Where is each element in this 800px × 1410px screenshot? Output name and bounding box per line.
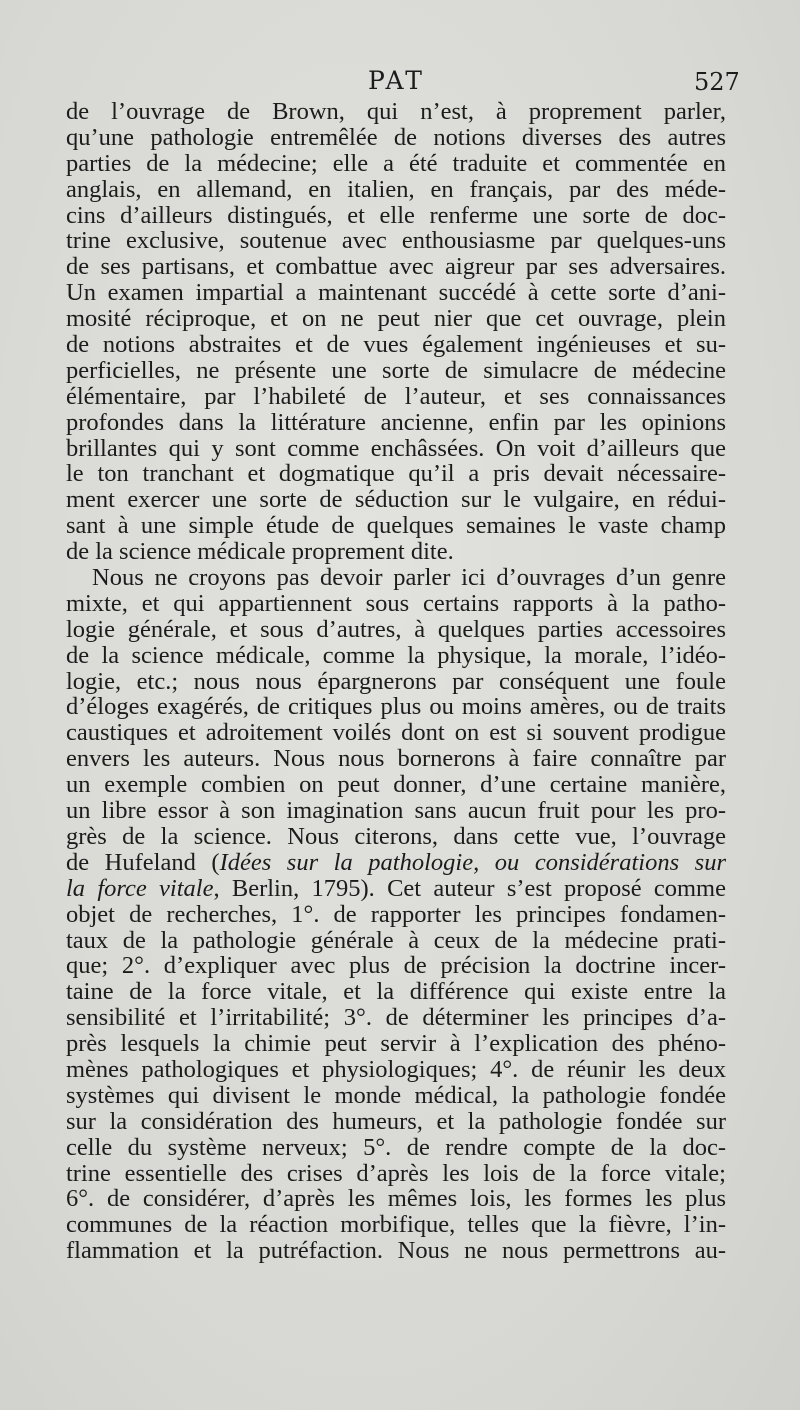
text-line	[66, 1212, 726, 1238]
text-line-roman: taux de la pathologie générale à ceux de la médecine prati-	[66, 926, 726, 954]
text-line-roman-tail: , Berlin, 1795). Cet auteur s’est proposé comme	[213, 874, 726, 902]
text-line-roman: envers les auteurs. Nous nous bornerons à faire connaître par	[66, 745, 726, 773]
text-line-roman: de la science médicale, comme la physique, la morale, l’idéo-	[66, 641, 726, 669]
text-line-italic: Idées sur la pathologie, ou considérations sur	[219, 848, 726, 876]
page-number: 527	[694, 68, 740, 96]
text-line-roman: ment exercer une sorte de séduction sur le vulgaire, en rédui-	[66, 486, 726, 514]
text-line-roman: flammation et la putréfaction. Nous ne nous permettrons au-	[66, 1237, 726, 1265]
text-line	[66, 1238, 726, 1264]
text-line-roman: caustiques et adroitement voilés dont on est si souvent prodigue	[66, 719, 726, 747]
text-line	[66, 1135, 726, 1161]
text-line	[66, 203, 726, 229]
text-line-roman: que; 2°. d’expliquer avec plus de précision la doctrine incer-	[66, 952, 726, 980]
text-line	[66, 798, 726, 824]
text-line	[66, 902, 726, 928]
body-text	[66, 99, 726, 1264]
text-line	[66, 358, 726, 384]
text-line-roman: de ses partisans, et combattue avec aigreur par ses adversaires.	[66, 253, 726, 281]
text-line-roman: qu’une pathologie entremêlée de notions diverses des autres	[66, 123, 726, 151]
text-line-roman: mènes pathologiques et physiologiques; 4°. de réunir les deux	[66, 1055, 726, 1083]
text-line-roman: parties de la médecine; elle a été traduite et commentée en	[66, 149, 726, 177]
text-line	[66, 694, 726, 720]
text-line-roman: d’éloges exagérés, de critiques plus ou moins amères, ou de traits	[66, 693, 726, 721]
text-line-roman: communes de la réaction morbifique, telles que la fièvre, l’in-	[66, 1211, 726, 1239]
text-line-roman: brillantes qui y sont comme enchâssées. On voit d’ailleurs que	[66, 434, 726, 462]
text-line	[66, 487, 726, 513]
text-line-roman: profondes dans la littérature ancienne, enfin par les opinions	[66, 408, 726, 436]
text-line	[66, 1005, 726, 1031]
text-line-roman: sur la considération des humeurs, et la pathologie fondée sur	[66, 1107, 726, 1135]
text-line	[66, 1109, 726, 1135]
text-line-roman: grès de la science. Nous citerons, dans cette vue, l’ouvrage	[66, 822, 726, 850]
text-line	[66, 772, 726, 798]
text-line	[66, 1083, 726, 1109]
text-line	[66, 720, 726, 746]
text-line-roman: mixte, et qui appartiennent sous certains rapports à la patho-	[66, 589, 726, 617]
text-line	[66, 1161, 726, 1187]
text-line-roman: le ton tranchant et dogmatique qu’il a pris devait nécessaire-	[66, 460, 726, 488]
text-line	[66, 928, 726, 954]
text-line	[66, 332, 726, 358]
text-line-roman: trine exclusive, soutenue avec enthousiasme par quelques-uns	[66, 227, 726, 255]
text-line	[66, 565, 726, 591]
text-line	[66, 513, 726, 539]
text-line	[66, 1057, 726, 1083]
text-line	[66, 306, 726, 332]
running-title: PAT	[368, 66, 425, 95]
text-line-roman: celle du système nerveux; 5°. de rendre compte de la doc-	[66, 1133, 726, 1161]
text-line-roman: objet de recherches, 1°. de rapporter les principes fondamen-	[66, 900, 726, 928]
text-line-roman: élémentaire, par l’habileté de l’auteur, et ses connaissances	[66, 382, 726, 410]
text-line-roman: perficielles, ne présente une sorte de simulacre de médecine	[66, 356, 726, 384]
text-line	[66, 953, 726, 979]
text-line	[66, 824, 726, 850]
text-line-roman: près lesquels la chimie peut servir à l’explication des phéno-	[66, 1030, 726, 1058]
text-line-roman: Un examen impartial a maintenant succédé à cette sorte d’ani-	[66, 279, 726, 307]
text-line-roman: sensibilité et l’irritabilité; 3°. de déterminer les principes d’a-	[66, 1004, 726, 1032]
text-line	[66, 177, 726, 203]
text-line-roman: de la science médicale proprement dite.	[66, 538, 454, 566]
text-line-roman: 6°. de considérer, d’après les mêmes lois, les formes les plus	[66, 1185, 726, 1213]
text-line	[66, 125, 726, 151]
text-line	[66, 228, 726, 254]
text-line	[66, 254, 726, 280]
text-line-roman: sant à une simple étude de quelques semaines le vaste champ	[66, 512, 726, 540]
text-line	[66, 436, 726, 462]
text-line	[66, 979, 726, 1005]
text-line-roman: un exemple combien on peut donner, d’une certaine manière,	[66, 771, 726, 799]
text-line	[66, 384, 726, 410]
text-line-roman: trine essentielle des crises d’après les lois de la force vitale;	[66, 1159, 726, 1187]
text-line-roman: logie, etc.; nous nous épargnerons par conséquent une foule	[66, 667, 726, 695]
text-line	[66, 617, 726, 643]
text-line	[66, 746, 726, 772]
text-line-roman: cins d’ailleurs distingués, et elle renferme une sorte de doc-	[66, 201, 726, 229]
text-line	[66, 850, 726, 876]
text-line	[66, 876, 726, 902]
text-line-roman: un libre essor à son imagination sans aucun fruit pour les pro-	[66, 797, 726, 825]
text-line	[66, 461, 726, 487]
text-line	[66, 151, 726, 177]
text-line-roman: mosité réciproque, et on ne peut nier que cet ouvrage, plein	[66, 305, 726, 333]
text-line	[66, 591, 726, 617]
text-line-italic: la force vitale	[66, 874, 214, 902]
text-line-roman: de notions abstraites et de vues également ingénieuses et su-	[66, 331, 726, 359]
text-line-roman: de Hufeland (	[66, 848, 220, 876]
text-line	[66, 669, 726, 695]
text-line-roman: anglais, en allemand, en italien, en français, par des méde-	[66, 175, 726, 203]
text-line-roman: systèmes qui divisent le monde médical, la pathologie fondée	[66, 1081, 726, 1109]
text-line	[66, 1186, 726, 1212]
text-line-roman: de l’ouvrage de Brown, qui n’est, à proprement parler,	[66, 98, 726, 125]
text-line	[66, 99, 726, 125]
text-line	[66, 1031, 726, 1057]
text-line	[66, 410, 726, 436]
text-line	[66, 643, 726, 669]
text-line	[66, 539, 726, 565]
text-line	[66, 280, 726, 306]
text-line-roman: Nous ne croyons pas devoir parler ici d’ouvrages d’un genre	[92, 564, 726, 592]
text-line-roman: taine de la force vitale, et la différence qui existe entre la	[66, 978, 726, 1006]
text-line-roman: logie générale, et sous d’autres, à quelques parties accessoires	[66, 615, 726, 643]
